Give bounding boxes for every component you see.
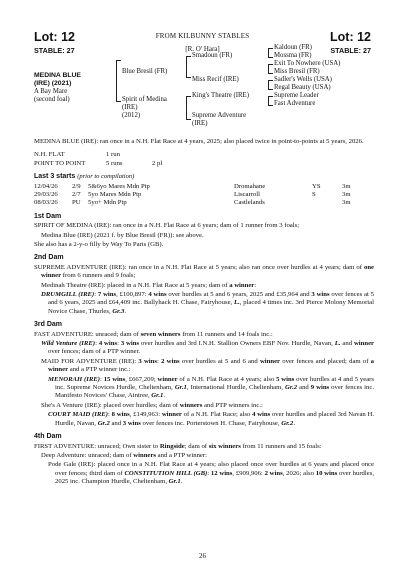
start-distance: 3m [342, 199, 351, 207]
vendor-line: FROM KILBUNNY STABLES [155, 32, 250, 40]
start-distance: 3m [342, 190, 351, 198]
race-record [34, 151, 374, 168]
record-label: N.H. FLAT [34, 151, 65, 159]
bracket-sd [268, 64, 273, 74]
grade: Gr.1 [151, 392, 164, 400]
text: , £909,906: [232, 469, 265, 477]
dam-suffix: (IRE) [122, 104, 138, 111]
text: from 11 runners and 14 foals inc.: [180, 330, 273, 338]
third-dam-produce [34, 358, 374, 375]
stable-number-right: STABLE: 27 [330, 46, 371, 55]
text: MAID FOR ADVENTURE (IRE): [41, 357, 139, 365]
start-going: S [312, 190, 316, 198]
start-position: 2/7 [72, 190, 81, 198]
sire-sire: Smadoun (FR) [192, 52, 233, 59]
bracket-sire [186, 56, 191, 78]
text: from 6 runners and 9 foals; [61, 272, 136, 280]
text: : [94, 291, 98, 299]
lot-number-left: Lot: 12 [34, 30, 75, 44]
intro-paragraph: MEDINA BLUE (IRE): ran once in a N.H. Flat Race at 4 years, 2025; also placed twice in point-to-points at 5 years, 2026. [34, 138, 364, 145]
text: Medinah Theatre (IRE): placed in a N.H. Flat Race at 5 years; dam of [41, 281, 230, 289]
third-dam-grandproduce [34, 411, 374, 428]
text: over hurdles at 5 and 6 years, 2025 and £35,964 and [166, 291, 312, 299]
emph: 2 wins [161, 357, 180, 365]
horse-name-suffix: (IRE) (2021) [34, 80, 72, 87]
text: : [95, 340, 99, 348]
text: ; dam of [184, 442, 209, 450]
emph: winner [353, 340, 375, 348]
emph: 3 wins [122, 419, 141, 427]
dam-year: (2012) [122, 112, 141, 119]
fourth-dam-produce [34, 452, 374, 460]
gg-7: Supreme Leader [274, 92, 319, 99]
emph: 4 wins [98, 340, 118, 348]
gg-5: Sadler's Wells (USA) [274, 76, 332, 83]
emph: winners [179, 401, 203, 409]
grade: Gr.1 [168, 478, 181, 486]
bracket-dd [268, 96, 273, 106]
bracket-ss [268, 48, 273, 58]
third-dam-text [34, 331, 374, 339]
sire-dam: Miss Recif (IRE) [192, 76, 239, 83]
stable-number-left: STABLE: 27 [34, 46, 75, 55]
emph: 12 wins [210, 469, 233, 477]
start-distance: 3m [342, 182, 351, 190]
horse-name: DRUMGILL (IRE) [41, 291, 95, 299]
bracket-dam [186, 96, 191, 120]
text: , £149,963: [129, 411, 162, 419]
record-placed: 2 pl [152, 159, 163, 167]
dam-dam-suffix: (IRE) [192, 120, 208, 127]
gg-1: Kaldoun (FR) [274, 44, 312, 51]
emph: 7 wins [97, 291, 117, 299]
grade: Gr.1 [174, 384, 187, 392]
lot-number-right: Lot: 12 [330, 30, 371, 44]
text: : [107, 411, 112, 419]
emph: winner [161, 411, 182, 419]
emph: seven winners [140, 330, 181, 338]
emph: 3 wins [120, 340, 140, 348]
emph: 9 wins [310, 384, 330, 392]
last-starts-note: (prior to compilation) [77, 173, 135, 181]
start-course: Liscarroll [234, 190, 260, 198]
emph: Ringside [159, 442, 185, 450]
start-course: Dromahane [234, 182, 266, 190]
text: and [340, 340, 354, 348]
text: over fences inc. Manifesto Novices' Chase, Aintree, [55, 384, 375, 400]
start-race: 5yo Mares Mdn Ptp [88, 190, 142, 198]
start-race: 5yo+ Mdn Ptp [88, 199, 127, 207]
text: She's A Venture (IRE): placed over hurdles; dam of [41, 401, 180, 409]
text: over fences at 5 and 6 years, 2025 and £64,409 inc. Ballyhack H. Chase, Fairyhouse, [48, 291, 375, 307]
emph: 4 wins [252, 411, 271, 419]
text: : [117, 340, 121, 348]
first-dam-note: She also has a 2-y-o filly by Way To Paris (GB). [34, 240, 164, 248]
record-row [34, 151, 374, 159]
emph: one winner [41, 263, 374, 280]
text: and [297, 384, 311, 392]
text: FIRST ADVENTURE: unraced; Own sister to [34, 442, 160, 450]
text: over fences; dam of a PTP winner. [48, 348, 141, 356]
emph: six winners [208, 442, 241, 450]
text: : [156, 357, 162, 365]
text: : [100, 375, 104, 383]
text: . [124, 307, 127, 315]
text: and [109, 419, 123, 427]
fourth-dam-heading: 4th Dam [34, 433, 62, 441]
start-row [34, 191, 374, 199]
last-starts-heading [34, 173, 374, 181]
start-date: 08/03/26 [34, 199, 58, 207]
grade: Gr.2 [97, 419, 110, 427]
text: Deep Adventure: unraced; dam of [41, 451, 134, 459]
grade: Gr.2 [281, 419, 294, 427]
bracket-gen1 [116, 60, 121, 102]
text: over hurdles and placed 3rd Navan H. Hurdle, Navan, [55, 411, 375, 427]
foal-number: (second foal) [34, 96, 70, 103]
emph: a winner [229, 281, 255, 289]
horse-description: A Bay Mare [34, 88, 68, 95]
text: of a N.H. Flat Race at 4 years; also [177, 375, 277, 383]
text: , £667,209; [125, 375, 158, 383]
catalogue-body [34, 138, 374, 488]
dam: Spirit of Medina [122, 96, 167, 103]
horse-name: MEDINA BLUE [34, 72, 81, 79]
text: from 11 runners and 15 foals: [240, 442, 322, 450]
text: : [207, 469, 211, 477]
third-dam-produce [34, 402, 374, 410]
text: , £100,897: [116, 291, 149, 299]
emph: 3 wins [138, 357, 157, 365]
horse-name: MENORAH (IRE) [48, 375, 100, 383]
fourth-dam-text [34, 443, 374, 451]
start-date: 12/04/26 [34, 182, 58, 190]
start-going: YS [312, 182, 321, 190]
first-dam-foal: Medina Blue (IRE) (2021 f. by Blue Bresil (FR)): see above. [41, 231, 204, 239]
start-course: Castlelands [234, 199, 265, 207]
gg-6: Regal Beauty (USA) [274, 84, 331, 91]
text: . [163, 392, 166, 400]
record-runs: 5 runs [106, 159, 123, 167]
record-row [34, 160, 374, 168]
text: over fences and placed; dam of [280, 357, 371, 365]
third-dam-produce [34, 340, 374, 357]
second-dam-winner [34, 291, 374, 316]
text: and a PTP winner: [155, 451, 207, 459]
text: , International Hurdle, Cheltenham, [186, 384, 286, 392]
dam-dam: Supreme Adventure [192, 112, 247, 119]
text: FAST ADVENTURE: unraced; dam of [34, 330, 141, 338]
start-row [34, 183, 374, 191]
grade: L. [334, 340, 341, 348]
text: over fences inc. Porterstown H. Chase, Fairyhouse, [140, 419, 282, 427]
gg-2: Mossma (FR) [274, 52, 312, 59]
gg-8: Fast Adventure [274, 100, 316, 107]
emph: winner [157, 375, 178, 383]
emph: a winner [48, 357, 374, 374]
second-dam-foal [34, 282, 374, 290]
text: SUPREME ADVENTURE (IRE): ran once in a N.H. Flat Race at 5 years; also ran once over hurdles at 4 years; dam of [34, 263, 364, 271]
record-runs: 1 run [106, 151, 120, 159]
emph: 15 wins [103, 375, 126, 383]
text: and PTP winners inc.: [202, 401, 263, 409]
last-starts-title: Last 3 starts [34, 173, 76, 181]
bracket-ds [268, 80, 273, 90]
text: Pode Gale (IRE): placed once in a N.H. Flat Race at 4 years; also placed once over hurdles at 6 years and placed once over fences; third dam of [48, 461, 374, 477]
grade: Gr.2 [285, 384, 298, 392]
text: over hurdles, 2025 inc. Champion Hurdle, Cheltenham, [55, 469, 375, 486]
last-starts-table [34, 183, 374, 208]
horse-name: COURT MAID (IRE) [48, 411, 108, 419]
second-dam-heading: 2nd Dam [34, 254, 64, 262]
emph: 3 wins [311, 291, 330, 299]
text: . [293, 419, 295, 427]
start-date: 29/03/26 [34, 190, 58, 198]
gg-4: Miss Bresil (FR) [274, 68, 320, 75]
third-dam-grandproduce [34, 376, 374, 401]
emph: 2 wins [264, 469, 283, 477]
text: of a N.H. Flat Race; also [181, 411, 253, 419]
third-dam-heading: 3rd Dam [34, 321, 63, 329]
horse-name: CONSTITUTION HILL (GB) [124, 469, 208, 477]
sire: Blue Bresil (FR) [122, 68, 168, 75]
emph: 10 wins [315, 469, 338, 477]
start-position: PU [72, 199, 81, 207]
text: , 2026; also [282, 469, 316, 477]
first-dam-heading: 1st Dam [34, 212, 62, 220]
grade: L. [234, 299, 240, 307]
page-number: 26 [199, 552, 206, 560]
text: over hurdles and 3rd I.N.H. Stallion Owners EBF Nov. Hurdle, Navan, [139, 340, 335, 348]
emph: 4 wins [148, 291, 167, 299]
start-row [34, 199, 374, 207]
second-dam-text [34, 264, 374, 281]
text: over hurdles at 5 and 6 and [179, 357, 260, 365]
emph: winners [133, 451, 156, 459]
dam-sire: King's Theatre (IRE) [192, 92, 249, 99]
consignor: [R. O' Hara] [185, 45, 220, 53]
text: : [254, 281, 257, 289]
emph: winner [259, 357, 280, 365]
horse-name: Wild Venture (IRE) [41, 340, 96, 348]
fourth-dam-grandproduce [34, 461, 374, 486]
text: and a PTP winner inc.: [68, 366, 131, 374]
text: . [180, 478, 183, 486]
record-label: POINT TO POINT [34, 159, 86, 167]
first-dam-text: SPIRIT OF MEDINA (IRE): ran once in a N.H. Flat Race at 6 years; dam of 1 runner from 3 foals; [34, 222, 300, 230]
emph: 8 wins [111, 411, 130, 419]
text: , placed 4 times inc. 3rd Pierce Molony Memorial Novice Chase, Thurles, [48, 299, 374, 315]
text: over hurdles at 4 and 5 years inc. Supreme Novices Hurdle, Cheltenham, [55, 375, 374, 392]
emph: 5 wins [276, 375, 295, 383]
start-race: 5&6yo Mares Mdn Ptp [88, 182, 150, 190]
gg-3: Exit To Nowhere (USA) [274, 60, 341, 67]
start-position: 2/9 [72, 182, 81, 190]
grade: Gr.3 [112, 307, 125, 315]
